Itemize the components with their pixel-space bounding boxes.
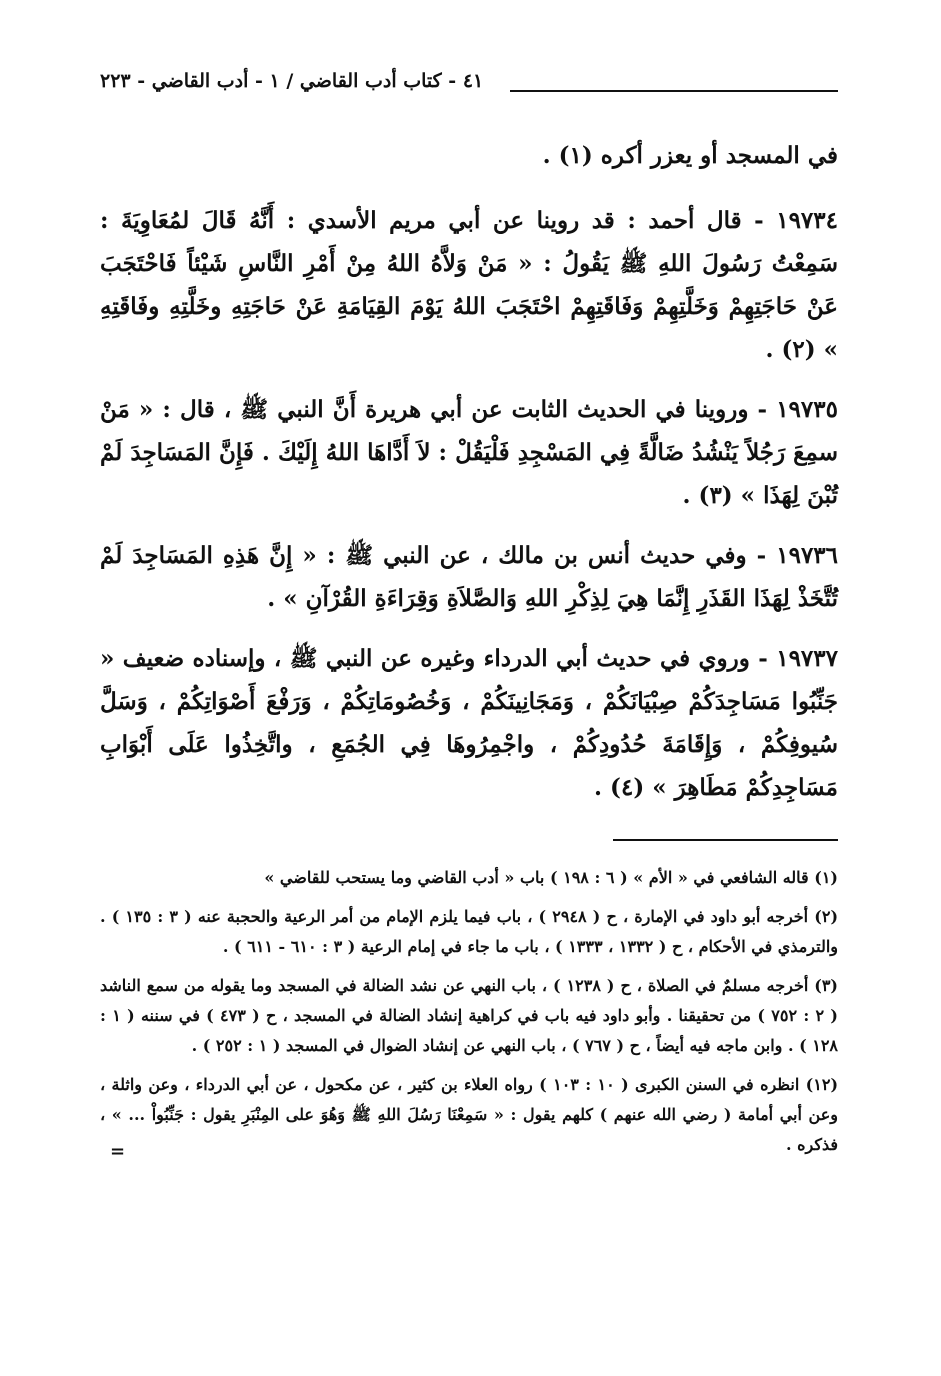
paragraph-number: ١٩٧٣٥ [776, 396, 838, 423]
body-text [100, 134, 838, 809]
header-rule [510, 90, 838, 92]
hadith-paragraph [100, 637, 838, 809]
running-header [100, 60, 838, 104]
footnotes [100, 863, 838, 1160]
paragraph-text: - وروينا في الحديث الثابت عن أبي هريرة أَنَّ النبي ﷺ ، قال : « مَنْ سمِعَ رَجُلاً يَنْشُدُ ضَالَّةً فِي المَسْجِدِ فَلْيَقُلْ : لاَ أَدَّاهَا اللهُ إِلَيْكَ . فَإِنَّ المَسَاجِدَ لَمْ تُبْنَ لِهَذَا » (٣) . [100, 396, 838, 509]
document-page [100, 60, 838, 1169]
hadith-paragraph [100, 388, 838, 517]
paragraph-number: ١٩٧٣٤ [776, 207, 838, 234]
paragraph-text: - وروي في حديث أبي الدرداء وغيره عن النبي ﷺ ، وإسناده ضعيف « جَنِّبُوا مَسَاجِدَكُمْ صِبْيَانَكُمْ ، وَمَجَانِينَكُمْ ، وَخُصُومَاتِكُمْ ، وَرَفْعَ أَصْوَاتِكُمْ ، وَسَلَّ سُيوفِكُمْ ، وَإِقَامَةَ حُدُودِكُمْ ، واجْمِرُوهَا فِي الجُمَعِ ، واتَّخِذُوا عَلَى أَبْوَابِ مَسَاجِدِكُمْ مَطَاهِرَ » (٤) . [100, 645, 838, 801]
opening-line: في المسجد أو يعزر أكره (١) . [542, 142, 838, 169]
paragraph-number: ١٩٧٣٦ [776, 542, 839, 569]
last-footnote-wrap [100, 1070, 838, 1160]
header-title: ٤١ - كتاب أدب القاضي / ١ - أدب القاضي - ٢٢٣ [100, 70, 484, 92]
footnote: (١) قاله الشافعي في « الأم » ( ٦ : ١٩٨ ) باب « أدب القاضي وما يستحب للقاضي » [264, 868, 838, 887]
hadith-paragraph [100, 199, 838, 371]
paragraph-text: - قال أحمد : قد روينا عن أبي مريم الأسدي : أَنَّهُ قَالَ لمُعَاوِيَةَ : سَمِعْتُ رَسُولَ اللهِ ﷺ يَقُولُ : « مَنْ وَلاَّهُ اللهُ مِنْ أَمْرِ النَّاسِ شَيْئاً فَاحْتَجَبَ عَنْ حَاجَتِهِمْ وَخَلَّتِهِمْ وَفَاقَتِهِمْ احْتَجَبَ اللهُ يَوْمَ القِيَامَةِ عَنْ حَاجَتِهِ وخَلَّتِهِ وفَاقَتِهِ » (٢) . [100, 207, 838, 363]
hadith-paragraph [100, 534, 838, 620]
footnote-rule [613, 839, 838, 841]
footnote: (١٢) انظره في السنن الكبرى ( ١٠ : ١٠٣ ) رواه العلاء بن كثير ، عن مكحول ، عن أبي الدرداء ، وعن واثلة ، وعن أبي أمامة ( رضي الله عنهم ) كلهم يقول : « سَمِعْنَا رَسُلَ اللهِ ﷺ وَهُوَ على المِنْبَرِ يقول : جَنِّبُواْ ... » ، فذكره . [100, 1075, 839, 1154]
paragraph-text: - وفي حديث أنس بن مالك ، عن النبي ﷺ : « إِنَّ هَذِهِ المَسَاجِدَ لَمْ تُتَّخَذْ لِهَذَا القَذَرِ إِنَّمَا هِيَ لِذِكْرِ اللهِ وَالصَّلاَةِ وَقِرَاءَةِ القُرْآنِ » . [100, 542, 838, 612]
footnote: (٢) أخرجه أبو داود في الإمارة ، ح ( ٢٩٤٨ ) ، باب فيما يلزم الإمام من أمر الرعية والحجبة عنه ( ٣ : ١٣٥ ) . والترمذي في الأحكام ، ح ( ١٣٣٢ ، ١٣٣٣ ) ، باب ما جاء في إمام الرعية ( ٣ : ٦١٠ - ٦١١ ) . [100, 907, 839, 956]
footnote: (٣) أخرجه مسلمٌ في الصلاة ، ح ( ١٢٣٨ ) ، باب النهي عن نشد الضالة في المسجد وما يقوله من سمع الناشد ( ٢ : ٧٥٢ ) من تحقيقنا . وأبو داود فيه باب في كراهية إنشاد الضالة في المسجد ، ح ( ٤٧٣ ) في سننه ( ١ : ١٢٨ ) . وابن ماجه فيه أيضاً ، ح ( ٧٦٧ ) ، باب النهي عن إنشاد الضوال في المسجد ( ١ : ٢٥٢ ) . [100, 976, 839, 1055]
continuation-mark: = [110, 1141, 126, 1162]
paragraph-number: ١٩٧٣٧ [776, 645, 838, 672]
